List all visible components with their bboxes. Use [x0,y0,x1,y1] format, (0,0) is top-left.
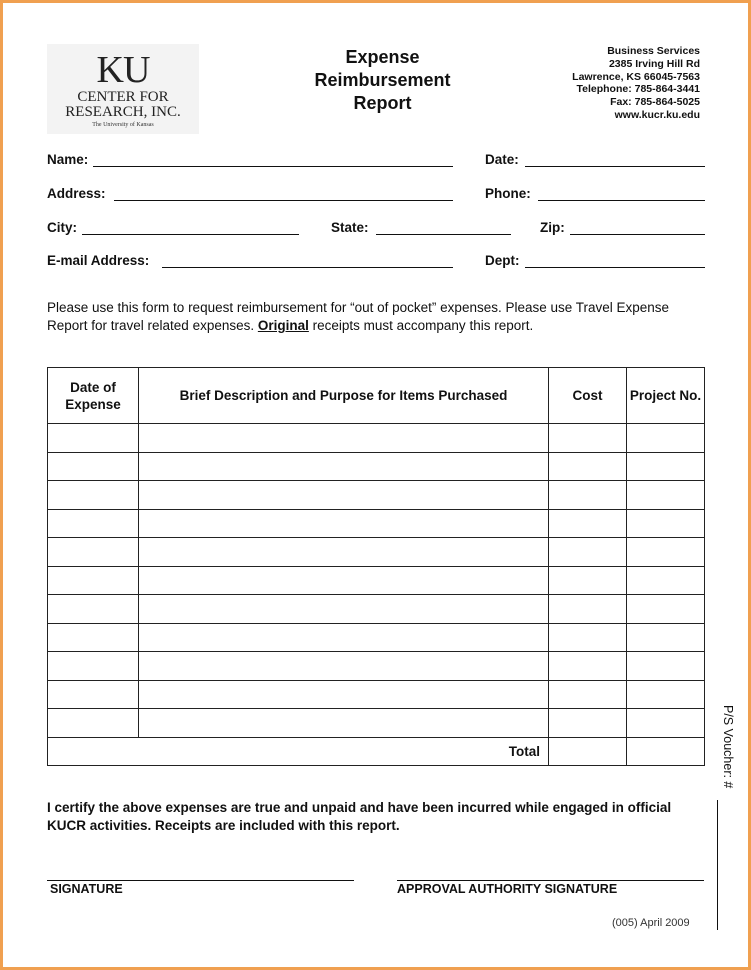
cost-cell[interactable] [549,566,627,595]
project-cell[interactable] [627,623,705,652]
address-dept: Business Services [607,45,700,57]
title-line1: Expense [345,47,420,67]
col-header-date: Date of Expense [48,368,139,424]
logo-name-line2: RESEARCH, INC. [65,104,181,120]
table-row [48,481,705,510]
date-label: Date: [485,152,519,167]
table-total-row [48,737,705,766]
phone-label: Phone: [485,186,531,201]
title-line2: Reimbursement [314,70,451,90]
table-row [48,509,705,538]
state-label: State: [331,220,369,235]
description-cell[interactable] [139,680,549,709]
table-row [48,652,705,681]
instructions-text: Please use this form to request reimbursement for “out of pocket” expenses. Please use Travel Expense Report for travel related expenses. [47,300,670,333]
cost-cell[interactable] [549,452,627,481]
form-revision: (005) April 2009 [612,917,690,929]
date-cell[interactable] [48,709,139,738]
expense-table [47,367,705,766]
description-cell[interactable] [139,481,549,510]
cost-cell[interactable] [549,481,627,510]
date-cell[interactable] [48,481,139,510]
logo-subtitle: The University of Kansas [92,122,154,128]
project-cell[interactable] [627,481,705,510]
project-cell[interactable] [627,424,705,453]
date-cell[interactable] [48,595,139,624]
instructions-text-end: receipts must accompany this report. [308,318,534,333]
date-cell[interactable] [48,623,139,652]
logo-name [47,90,199,120]
cost-cell[interactable] [549,595,627,624]
table-row [48,709,705,738]
table-row [48,538,705,567]
project-cell[interactable] [627,566,705,595]
project-cell[interactable] [627,652,705,681]
description-cell[interactable] [139,424,549,453]
logo-name-line1: CENTER FOR [77,89,169,105]
total-cost-cell[interactable] [549,737,627,766]
project-cell[interactable] [627,509,705,538]
voucher-label: P/S Voucher: # [721,705,735,789]
table-header-row [48,368,705,424]
cost-cell[interactable] [549,623,627,652]
description-cell[interactable] [139,538,549,567]
title-line3: Report [353,93,412,113]
logo-initials: KU [96,49,150,91]
project-cell[interactable] [627,709,705,738]
email-field[interactable] [162,267,453,268]
description-cell[interactable] [139,452,549,481]
certification-text: I certify the above expenses are true and unpaid and have been incurred while engaged in official KUCR activities. Receipts are included with this report. [47,800,672,833]
description-cell[interactable] [139,623,549,652]
address-field[interactable] [114,200,453,201]
description-cell[interactable] [139,595,549,624]
cost-cell[interactable] [549,680,627,709]
address-telephone: Telephone: 785-864-3441 [576,83,700,96]
description-cell[interactable] [139,709,549,738]
cost-cell[interactable] [549,538,627,567]
date-cell[interactable] [48,538,139,567]
col-header-project: Project No. [627,368,705,424]
zip-field[interactable] [570,234,705,235]
total-label: Total [48,737,549,766]
address-city: Lawrence, KS 66045-7563 [572,70,700,83]
date-cell[interactable] [48,680,139,709]
dept-field[interactable] [525,267,705,268]
instructions-emphasis: Original [257,318,309,333]
total-project-cell [627,737,705,766]
date-cell[interactable] [48,452,139,481]
address-fax: Fax: 785-864-5025 [610,96,700,109]
name-field[interactable] [93,166,453,167]
project-cell[interactable] [627,595,705,624]
description-cell[interactable] [139,652,549,681]
cost-cell[interactable] [549,709,627,738]
description-cell[interactable] [139,566,549,595]
signature-line[interactable] [47,880,354,881]
voucher-line[interactable] [717,800,718,930]
approval-signature-label: APPROVAL AUTHORITY SIGNATURE [397,882,618,896]
col-header-cost: Cost [549,368,627,424]
table-row [48,424,705,453]
project-cell[interactable] [627,538,705,567]
dept-label: Dept: [485,253,520,268]
approval-signature-line[interactable] [397,880,704,881]
phone-field[interactable] [538,200,705,201]
business-address [520,45,700,122]
description-cell[interactable] [139,509,549,538]
city-label: City: [47,220,77,235]
date-cell[interactable] [48,424,139,453]
city-field[interactable] [82,234,299,235]
form-title [295,46,470,115]
col-header-description: Brief Description and Purpose for Items Purchased [139,368,549,424]
table-row [48,452,705,481]
date-cell[interactable] [48,652,139,681]
cost-cell[interactable] [549,424,627,453]
table-row [48,623,705,652]
project-cell[interactable] [627,680,705,709]
project-cell[interactable] [627,452,705,481]
zip-label: Zip: [540,220,565,235]
date-cell[interactable] [48,566,139,595]
address-street: 2385 Irving Hill Rd [608,57,700,70]
state-field[interactable] [376,234,511,235]
signature-label: SIGNATURE [50,882,123,896]
instructions [47,299,707,335]
table-row [48,566,705,595]
date-cell[interactable] [48,509,139,538]
email-label: E-mail Address: [47,253,150,268]
cost-cell[interactable] [549,652,627,681]
address-web: www.kucr.ku.edu [614,108,700,121]
table-row [48,680,705,709]
cost-cell[interactable] [549,509,627,538]
date-field[interactable] [525,166,705,167]
address-label: Address: [47,186,106,201]
table-row [48,595,705,624]
name-label: Name: [47,152,89,167]
ku-logo [47,44,199,134]
